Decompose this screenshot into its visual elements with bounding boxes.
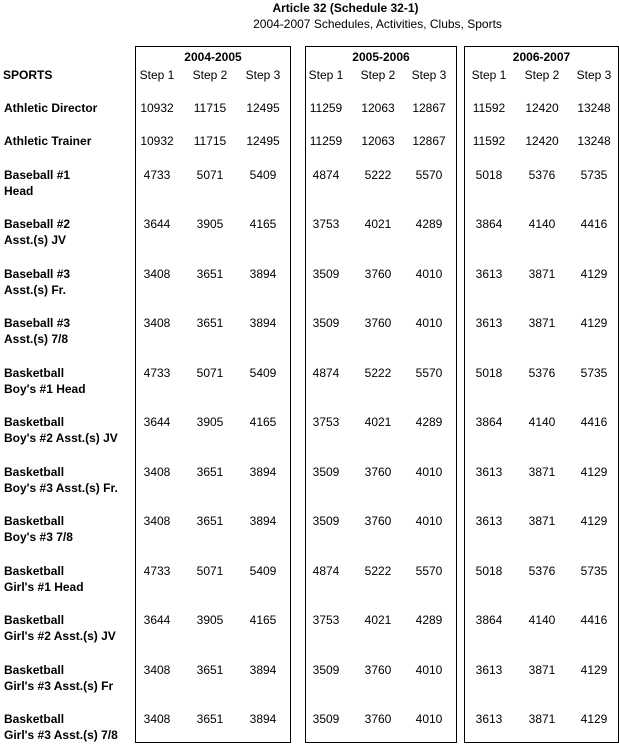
salary-cell: 3760: [364, 712, 392, 726]
salary-cell: 11259: [309, 101, 343, 115]
salary-cell: 11592: [472, 134, 506, 148]
table-row: [0, 563, 619, 603]
row-label-line1: Basketball: [4, 663, 65, 677]
salary-cell: 5409: [249, 564, 277, 578]
salary-cell: 3613: [475, 465, 503, 479]
row-label: [4, 365, 86, 397]
row-label-line2: Head: [4, 184, 34, 198]
salary-cell: 3760: [364, 465, 392, 479]
salary-cell: 5570: [415, 168, 443, 182]
row-label-line1: Baseball #3: [4, 267, 71, 281]
salary-cell: 12063: [361, 134, 395, 148]
salary-cell: 3644: [143, 217, 171, 231]
salary-cell: 3760: [364, 316, 392, 330]
row-label-line1: Baseball #3: [4, 316, 71, 330]
table-row: [0, 365, 619, 405]
salary-cell: 11715: [193, 134, 227, 148]
row-label-line2: Girl's #3 Asst.(s) 7/8: [4, 728, 118, 742]
salary-cell: 4874: [312, 168, 340, 182]
row-label-line2: Girl's #3 Asst.(s) Fr: [4, 679, 114, 693]
table-row: [0, 612, 619, 652]
salary-cell: 5409: [249, 366, 277, 380]
salary-cell: 4010: [415, 465, 443, 479]
row-label: [4, 266, 70, 298]
table-row: [0, 216, 619, 256]
salary-cell: 3905: [196, 415, 224, 429]
salary-cell: 3905: [196, 613, 224, 627]
row-label-line2: Boy's #3 Asst.(s) Fr.: [4, 481, 118, 495]
salary-cell: 10932: [140, 134, 174, 148]
row-label-line1: Basketball: [4, 366, 65, 380]
salary-cell: 4140: [528, 217, 556, 231]
salary-cell: 3408: [143, 663, 171, 677]
salary-cell: 12495: [246, 134, 280, 148]
salary-cell: 3894: [249, 316, 277, 330]
row-label-line2: Girl's #2 Asst.(s) JV: [4, 629, 116, 643]
salary-cell: 4129: [580, 316, 608, 330]
salary-cell: 5018: [475, 366, 503, 380]
salary-cell: 12063: [361, 101, 395, 115]
salary-cell: 3613: [475, 663, 503, 677]
salary-cell: 3408: [143, 465, 171, 479]
table-row: [0, 464, 619, 504]
salary-cell: 11592: [472, 101, 506, 115]
row-label: [4, 513, 73, 545]
step-label: Step 3: [245, 68, 281, 82]
salary-cell: 3753: [312, 217, 340, 231]
salary-cell: 12867: [412, 134, 446, 148]
salary-cell: 3894: [249, 663, 277, 677]
table-row: [0, 513, 619, 553]
salary-cell: 4289: [415, 415, 443, 429]
salary-cell: 12420: [525, 134, 559, 148]
salary-cell: 3509: [312, 465, 340, 479]
row-label-line1: Athletic Director: [4, 101, 98, 115]
salary-cell: 3651: [196, 712, 224, 726]
salary-cell: 5735: [580, 366, 608, 380]
salary-cell: 3613: [475, 514, 503, 528]
salary-cell: 4129: [580, 663, 608, 677]
salary-cell: 4733: [143, 366, 171, 380]
row-label: [4, 133, 91, 149]
salary-cell: 3753: [312, 415, 340, 429]
year-header-2004-2005: 2004-2005: [184, 50, 242, 64]
table-row: [0, 167, 619, 207]
salary-cell: 4129: [580, 514, 608, 528]
salary-cell: 3509: [312, 663, 340, 677]
salary-cell: 5376: [528, 564, 556, 578]
salary-cell: 4140: [528, 613, 556, 627]
salary-cell: 5570: [415, 564, 443, 578]
row-label-line1: Baseball #1: [4, 168, 71, 182]
salary-cell: 12420: [525, 101, 559, 115]
salary-cell: 13248: [577, 134, 611, 148]
row-label-line1: Basketball: [4, 613, 65, 627]
salary-cell: 3408: [143, 316, 171, 330]
sports-column-header: SPORTS: [3, 68, 53, 82]
salary-cell: 4010: [415, 663, 443, 677]
salary-cell: 4010: [415, 712, 443, 726]
salary-cell: 4129: [580, 712, 608, 726]
row-label-line2: Asst.(s) 7/8: [4, 332, 69, 346]
salary-cell: 12867: [412, 101, 446, 115]
table-row: [0, 711, 619, 751]
step-label: Step 3: [576, 68, 612, 82]
salary-cell: 4010: [415, 316, 443, 330]
salary-cell: 5018: [475, 564, 503, 578]
salary-cell: 4010: [415, 267, 443, 281]
salary-cell: 3651: [196, 465, 224, 479]
salary-cell: 4021: [364, 415, 392, 429]
step-label: Step 1: [471, 68, 507, 82]
salary-cell: 3509: [312, 712, 340, 726]
document-title: Article 32 (Schedule 32-1): [272, 1, 419, 15]
salary-cell: 3644: [143, 613, 171, 627]
row-label-line1: Basketball: [4, 465, 65, 479]
salary-cell: 3408: [143, 712, 171, 726]
salary-cell: 4140: [528, 415, 556, 429]
salary-cell: 4129: [580, 267, 608, 281]
salary-cell: 4021: [364, 217, 392, 231]
salary-cell: 4733: [143, 564, 171, 578]
salary-cell: 13248: [577, 101, 611, 115]
year-header-2006-2007: 2006-2007: [512, 50, 571, 64]
salary-cell: 5222: [364, 168, 392, 182]
salary-cell: 3760: [364, 267, 392, 281]
salary-cell: 3753: [312, 613, 340, 627]
salary-cell: 4416: [580, 415, 608, 429]
salary-cell: 3760: [364, 514, 392, 528]
row-label-line1: Basketball: [4, 564, 65, 578]
salary-cell: 3864: [475, 415, 503, 429]
salary-cell: 3509: [312, 267, 340, 281]
salary-cell: 5071: [196, 168, 224, 182]
salary-cell: 3651: [196, 663, 224, 677]
row-label: [4, 711, 118, 743]
salary-cell: 3871: [528, 514, 556, 528]
row-label-line1: Basketball: [4, 514, 65, 528]
salary-cell: 5735: [580, 168, 608, 182]
row-label-line1: Basketball: [4, 415, 65, 429]
row-label: [4, 563, 84, 595]
salary-cell: 11715: [193, 101, 227, 115]
salary-cell: 5376: [528, 366, 556, 380]
salary-cell: 4416: [580, 613, 608, 627]
salary-cell: 3408: [143, 267, 171, 281]
salary-cell: 10932: [140, 101, 174, 115]
step-label: Step 1: [308, 68, 344, 82]
year-header-2005-2006: 2005-2006: [352, 50, 410, 64]
row-label: [4, 612, 116, 644]
salary-cell: 3509: [312, 514, 340, 528]
row-label-line1: Athletic Trainer: [4, 134, 92, 148]
salary-cell: 4289: [415, 613, 443, 627]
salary-cell: 4165: [249, 415, 277, 429]
step-label: Step 2: [524, 68, 560, 82]
salary-cell: 3613: [475, 316, 503, 330]
salary-cell: 3651: [196, 514, 224, 528]
row-label-line2: Boy's #3 7/8: [4, 530, 73, 544]
salary-cell: 5222: [364, 564, 392, 578]
row-label: [4, 414, 118, 446]
salary-cell: 4874: [312, 366, 340, 380]
salary-cell: 5735: [580, 564, 608, 578]
salary-cell: 4874: [312, 564, 340, 578]
row-label: [4, 315, 70, 347]
salary-cell: 4129: [580, 465, 608, 479]
step-label: Step 2: [192, 68, 228, 82]
table-row: [0, 315, 619, 355]
salary-cell: 4416: [580, 217, 608, 231]
salary-cell: 11259: [309, 134, 343, 148]
row-label: [4, 662, 113, 694]
salary-cell: 3651: [196, 267, 224, 281]
salary-cell: 5071: [196, 564, 224, 578]
salary-cell: 3864: [475, 613, 503, 627]
row-label-line2: Asst.(s) Fr.: [4, 283, 67, 297]
table-row: [0, 414, 619, 454]
row-label: [4, 100, 97, 116]
salary-cell: 5222: [364, 366, 392, 380]
row-label: [4, 216, 70, 248]
salary-cell: 3905: [196, 217, 224, 231]
salary-cell: 4165: [249, 613, 277, 627]
salary-cell: 3871: [528, 267, 556, 281]
salary-cell: 3760: [364, 663, 392, 677]
row-label-line2: Boy's #2 Asst.(s) JV: [4, 431, 118, 445]
salary-cell: 3894: [249, 267, 277, 281]
salary-cell: 12495: [246, 101, 280, 115]
salary-cell: 5570: [415, 366, 443, 380]
salary-cell: 3894: [249, 465, 277, 479]
salary-cell: 3644: [143, 415, 171, 429]
step-label: Step 3: [411, 68, 447, 82]
salary-cell: 5376: [528, 168, 556, 182]
table-row: [0, 662, 619, 702]
salary-cell: 3871: [528, 465, 556, 479]
table-row: [0, 266, 619, 306]
salary-cell: 4010: [415, 514, 443, 528]
row-label-line2: Boy's #1 Head: [4, 382, 86, 396]
salary-cell: 4021: [364, 613, 392, 627]
salary-cell: 4733: [143, 168, 171, 182]
salary-cell: 5071: [196, 366, 224, 380]
salary-cell: 3864: [475, 217, 503, 231]
salary-cell: 5018: [475, 168, 503, 182]
salary-cell: 3613: [475, 267, 503, 281]
salary-cell: 3651: [196, 316, 224, 330]
row-label: [4, 464, 118, 496]
salary-cell: 4289: [415, 217, 443, 231]
salary-cell: 3871: [528, 316, 556, 330]
salary-cell: 4165: [249, 217, 277, 231]
row-label-line2: Asst.(s) JV: [4, 233, 67, 247]
salary-cell: 3509: [312, 316, 340, 330]
salary-cell: 3871: [528, 712, 556, 726]
step-label: Step 1: [139, 68, 175, 82]
salary-cell: 3408: [143, 514, 171, 528]
step-label: Step 2: [360, 68, 396, 82]
salary-cell: 3894: [249, 514, 277, 528]
salary-cell: 5409: [249, 168, 277, 182]
salary-cell: 3871: [528, 663, 556, 677]
salary-cell: 3613: [475, 712, 503, 726]
row-label-line2: Girl's #1 Head: [4, 580, 84, 594]
salary-cell: 3894: [249, 712, 277, 726]
row-label-line1: Basketball: [4, 712, 65, 726]
row-label-line1: Baseball #2: [4, 217, 71, 231]
row-label: [4, 167, 70, 199]
document-subtitle: 2004-2007 Schedules, Activities, Clubs, Sports: [253, 17, 502, 31]
